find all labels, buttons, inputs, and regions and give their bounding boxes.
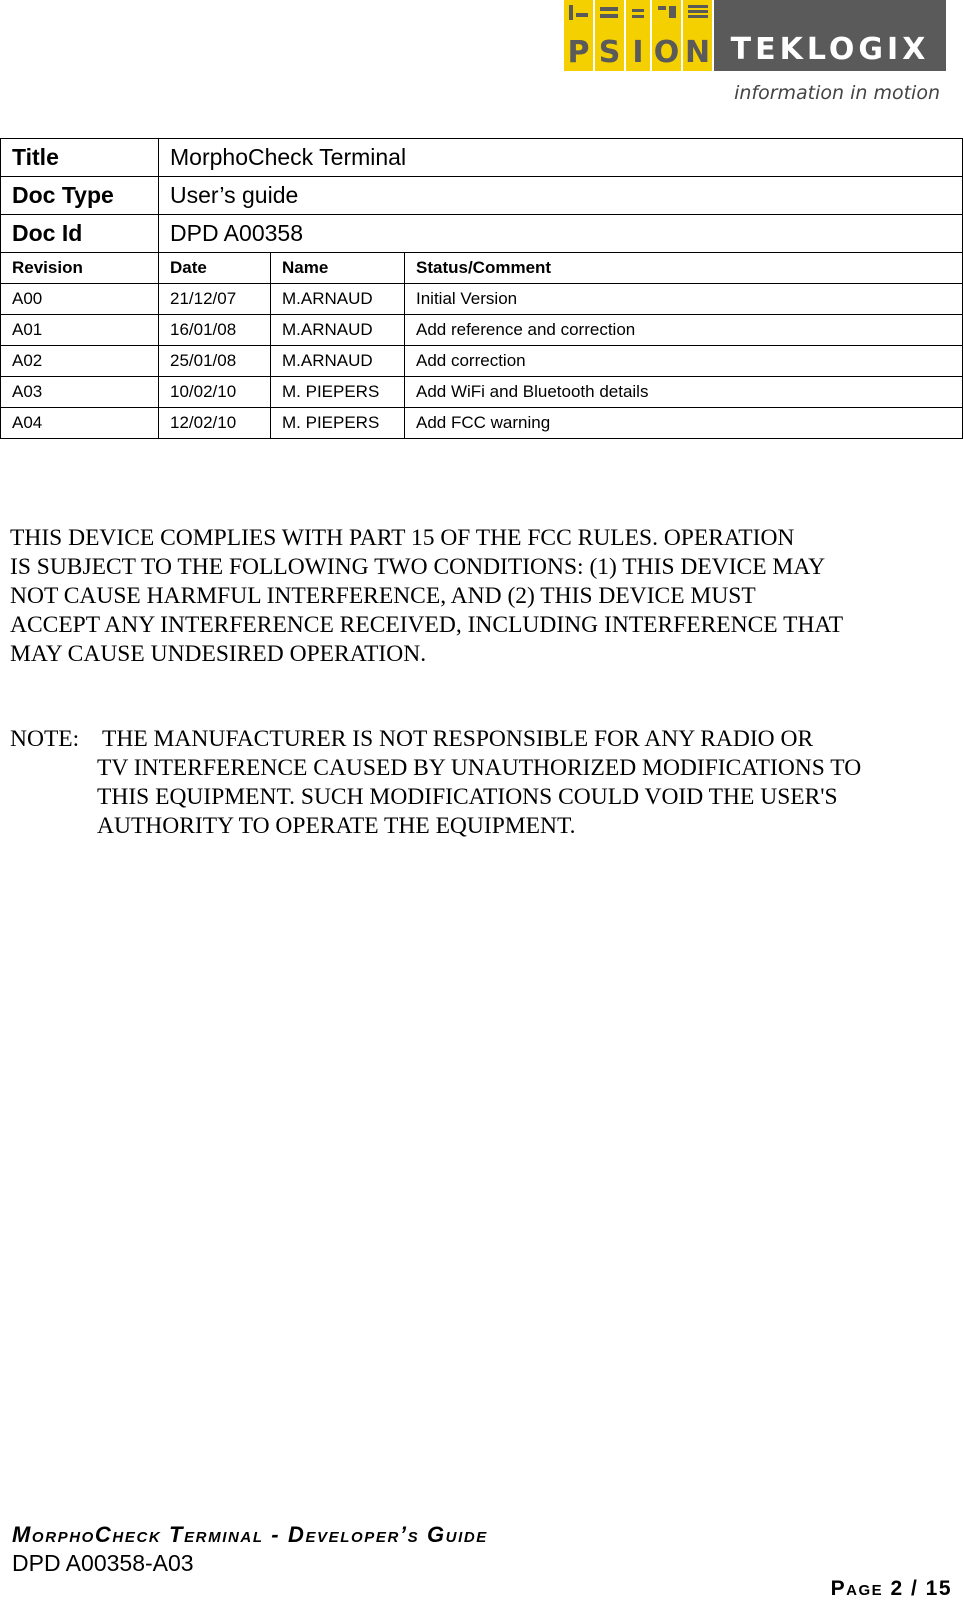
- status-cell: Add FCC warning: [405, 408, 963, 439]
- name-header: Name: [271, 253, 405, 284]
- document-info-table: [0, 138, 963, 439]
- fcc-line: IS SUBJECT TO THE FOLLOWING TWO CONDITIONS: (1) THIS DEVICE MAY: [10, 554, 826, 580]
- doc-type-label: Doc Type: [1, 177, 159, 215]
- title-value: MorphoCheck Terminal: [159, 139, 963, 177]
- status-header: Status/Comment: [405, 253, 963, 284]
- fcc-line: ACCEPT ANY INTERFERENCE RECEIVED, INCLUDING INTERFERENCE THAT: [10, 612, 844, 638]
- revision-row: [1, 408, 963, 439]
- revision-cell: A03: [1, 377, 159, 408]
- title-label: Title: [1, 139, 159, 177]
- name-cell: M. PIEPERS: [271, 408, 405, 439]
- name-cell: M.ARNAUD: [271, 315, 405, 346]
- note-line: AUTHORITY TO OPERATE THE EQUIPMENT.: [97, 813, 576, 839]
- note-label: NOTE:: [10, 726, 80, 752]
- note-line: THIS EQUIPMENT. SUCH MODIFICATIONS COULD VOID THE USER'S: [97, 784, 838, 810]
- fcc-note: [10, 725, 950, 841]
- fcc-line: THIS DEVICE COMPLIES WITH PART 15 OF THE FCC RULES. OPERATION: [10, 525, 795, 551]
- note-text: THE MANUFACTURER IS NOT RESPONSIBLE FOR ANY RADIO OR: [102, 726, 814, 752]
- revision-cell: A02: [1, 346, 159, 377]
- fcc-line: NOT CAUSE HARMFUL INTERFERENCE, AND (2) THIS DEVICE MUST: [10, 583, 756, 609]
- footer-document-title: MorphoCheck Terminal - Developer’s Guide: [12, 1522, 488, 1547]
- date-cell: 25/01/08: [159, 346, 271, 377]
- footer-page-number: Page 2 / 15: [830, 1577, 952, 1600]
- doc-type-value: User’s guide: [159, 177, 963, 215]
- revision-row: [1, 346, 963, 377]
- doc-id-label: Doc Id: [1, 215, 159, 253]
- revision-row: [1, 284, 963, 315]
- revision-cell: A01: [1, 315, 159, 346]
- fcc-compliance-statement: [10, 524, 950, 669]
- psion-teklogix-logo: [564, 0, 949, 104]
- revision-header-row: [1, 253, 963, 284]
- logo-brand-word: TEKLOGIX: [730, 32, 930, 67]
- status-cell: Initial Version: [405, 284, 963, 315]
- note-line: TV INTERFERENCE CAUSED BY UNAUTHORIZED MODIFICATIONS TO: [97, 755, 862, 781]
- revision-row: [1, 315, 963, 346]
- logo-tagline: information in motion: [734, 82, 940, 104]
- date-cell: 10/02/10: [159, 377, 271, 408]
- doc-id-row: [1, 215, 963, 253]
- name-cell: M.ARNAUD: [271, 346, 405, 377]
- name-cell: M.ARNAUD: [271, 284, 405, 315]
- doc-type-row: [1, 177, 963, 215]
- revision-row: [1, 377, 963, 408]
- logo-letter: N: [684, 35, 711, 70]
- title-row: [1, 139, 963, 177]
- status-cell: Add WiFi and Bluetooth details: [405, 377, 963, 408]
- revision-cell: A00: [1, 284, 159, 315]
- date-header: Date: [159, 253, 271, 284]
- doc-id-value: DPD A00358: [159, 215, 963, 253]
- logo-letter: P: [567, 35, 590, 70]
- logo-letter: I: [632, 35, 644, 70]
- name-cell: M. PIEPERS: [271, 377, 405, 408]
- logo-letter: S: [598, 35, 621, 70]
- note-first-line: [10, 725, 950, 754]
- date-cell: 21/12/07: [159, 284, 271, 315]
- status-cell: Add correction: [405, 346, 963, 377]
- status-cell: Add reference and correction: [405, 315, 963, 346]
- date-cell: 16/01/08: [159, 315, 271, 346]
- footer-document-reference: DPD A00358-A03: [12, 1550, 194, 1576]
- revision-cell: A04: [1, 408, 159, 439]
- logo-letter: O: [653, 35, 680, 70]
- fcc-line: MAY CAUSE UNDESIRED OPERATION.: [10, 641, 427, 667]
- date-cell: 12/02/10: [159, 408, 271, 439]
- revision-header: Revision: [1, 253, 159, 284]
